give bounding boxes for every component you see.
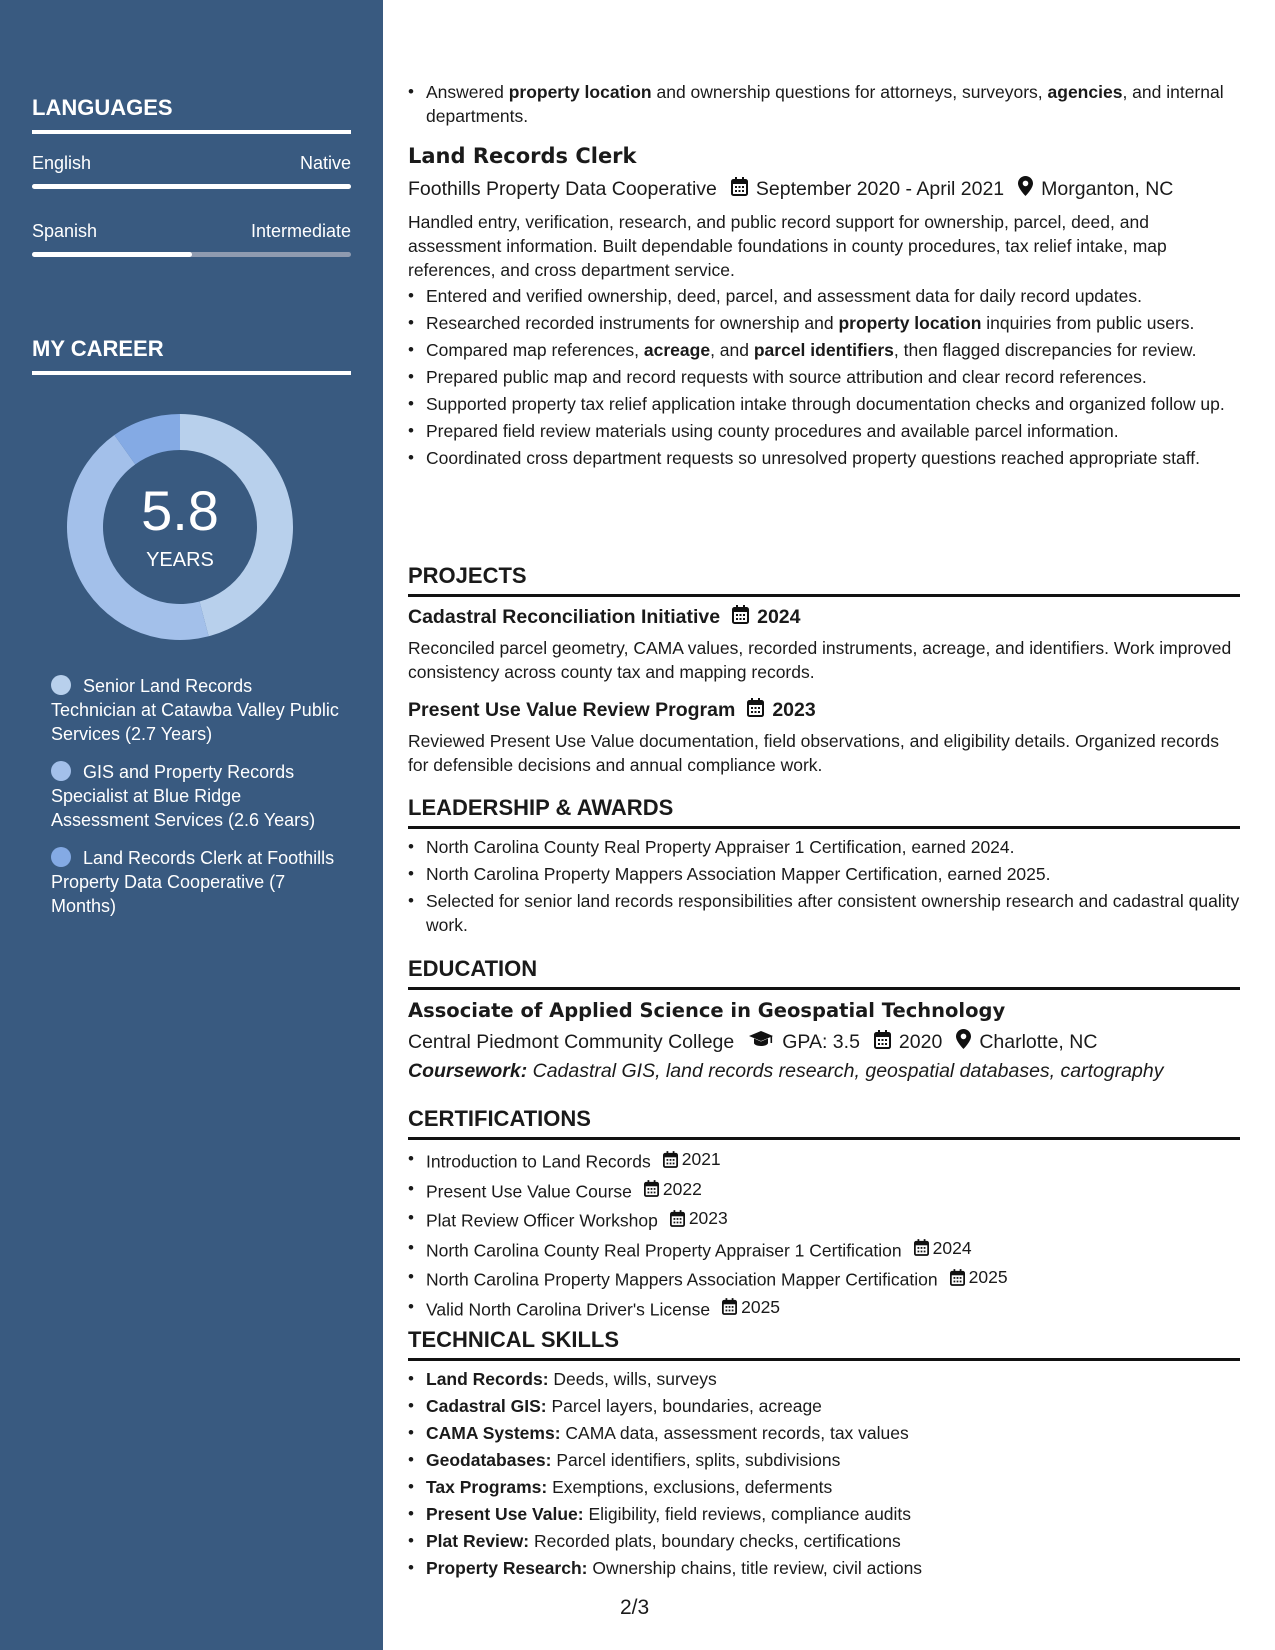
- skills-list: [408, 1367, 1240, 1583]
- project-description: Reconciled parcel geometry, CAMA values, recorded instruments, acreage, and identifiers. Work improved consistency across county tax and mapping records.: [408, 638, 1232, 682]
- company-name: Foothills Property Data Cooperative: [408, 177, 717, 200]
- certification-name: North Carolina Property Mappers Association Mapper Certification: [426, 1269, 938, 1290]
- language-bar-fill: [32, 184, 351, 189]
- career-heading: MY CAREER: [32, 336, 351, 375]
- bullet-item: • Prepared field review materials using county procedures and available parcel information.: [408, 419, 1240, 443]
- coursework-text: Cadastral GIS, land records research, geospatial databases, cartography: [532, 1060, 1164, 1082]
- certification-item: [408, 1206, 1240, 1233]
- certification-name: Present Use Value Course: [426, 1181, 632, 1201]
- gpa: GPA: 3.5: [782, 1030, 860, 1053]
- project-title: Cadastral Reconciliation Initiative 2024: [408, 606, 801, 628]
- school-name: Central Piedmont Community College: [408, 1030, 735, 1053]
- bullet-item: • Coordinated cross department requests so unresolved property questions reached appropriate staff.: [408, 446, 1240, 470]
- skill-item: [408, 1421, 1240, 1445]
- job-summary: Handled entry, verification, research, and public record support for ownership, parcel, deed, and assessment information. Built dependable foundations in county procedures, tax relief intake, map references, and cross department service.: [408, 212, 1167, 280]
- projects-heading: PROJECTS: [408, 563, 1240, 597]
- certification-name: Valid North Carolina Driver's License: [426, 1299, 711, 1319]
- bullet-item: • Researched recorded instruments for ownership and property location inquiries from public users.: [408, 311, 1240, 335]
- calendar-icon: [732, 605, 749, 630]
- certification-year: 2025: [968, 1267, 1008, 1287]
- project-description: Reviewed Present Use Value documentation, field observations, and eligibility details. Organized records for defensible decisions and annual compliance work.: [408, 731, 1219, 775]
- bullet-item: • Answered property location and ownership questions for attorneys, surveyors, agencies, and internal departments.: [408, 80, 1240, 128]
- job-meta: [408, 176, 1173, 202]
- skill-value: Parcel identifiers, splits, subdivisions: [556, 1450, 841, 1470]
- language-bar-english: [32, 184, 351, 189]
- skill-item: [408, 1394, 1240, 1418]
- career-item-text: Senior Land Records Technician at Catawba Valley Public Services (2.7 Years): [51, 676, 339, 744]
- skill-value: Exemptions, exclusions, deferments: [552, 1477, 833, 1497]
- bullet-item: • Selected for senior land records responsibilities after consistent ownership research and cadastral quality work.: [408, 889, 1240, 937]
- calendar-icon: [874, 1030, 891, 1055]
- project-title: Present Use Value Review Program 2023: [408, 699, 816, 721]
- calendar-icon: [731, 177, 748, 202]
- skill-label: Property Research:: [426, 1558, 588, 1578]
- certification-year: 2021: [681, 1149, 721, 1169]
- skill-label: Geodatabases:: [426, 1450, 552, 1470]
- career-item-text: Land Records Clerk at Foothills Property Data Cooperative (7 Months): [51, 848, 335, 916]
- language-bar-spanish: [32, 252, 351, 257]
- calendar-icon: [722, 1298, 741, 1315]
- legend-dot: [51, 675, 71, 695]
- certification-item: [408, 1177, 1240, 1204]
- bullet-item: • Compared map references, acreage, and parcel identifiers, then flagged discrepancies for review.: [408, 338, 1240, 362]
- skill-item: [408, 1448, 1240, 1472]
- skill-item: [408, 1529, 1240, 1553]
- job-location: Morganton, NC: [1041, 177, 1174, 200]
- language-english: [32, 153, 351, 174]
- skill-value: Ownership chains, title review, civil actions: [592, 1558, 923, 1578]
- skill-item: [408, 1367, 1240, 1391]
- education-location: Charlotte, NC: [979, 1030, 1098, 1053]
- graduation-cap-icon: [748, 1030, 774, 1054]
- career-legend-item: [51, 674, 341, 746]
- bullet-item: • North Carolina Property Mappers Association Mapper Certification, earned 2025.: [408, 862, 1240, 886]
- skill-value: CAMA data, assessment records, tax values: [565, 1423, 909, 1443]
- bullet-item: • Prepared public map and record requests with source attribution and clear record references.: [408, 365, 1240, 389]
- legend-dot: [51, 847, 71, 867]
- coursework-label: Coursework:: [408, 1060, 528, 1082]
- skill-value: Deeds, wills, surveys: [553, 1369, 717, 1389]
- bullet-item: • North Carolina County Real Property Appraiser 1 Certification, earned 2024.: [408, 835, 1240, 859]
- skill-label: Land Records:: [426, 1369, 549, 1389]
- sidebar: [0, 0, 383, 1650]
- skill-item: [408, 1556, 1240, 1580]
- certification-name: Plat Review Officer Workshop: [426, 1210, 658, 1231]
- career-legend-item: [51, 846, 341, 918]
- career-total-years: 5.8: [141, 479, 219, 542]
- coursework: [408, 1060, 1163, 1083]
- page-number: 2/3: [620, 1596, 650, 1619]
- skill-value: Recorded plats, boundary checks, certifications: [533, 1531, 901, 1551]
- location-pin-icon: [956, 1029, 971, 1055]
- job-dates: September 2020 - April 2021: [755, 177, 1005, 200]
- language-name: English: [32, 153, 92, 173]
- skill-item: [408, 1502, 1240, 1526]
- location-pin-icon: [1018, 176, 1033, 202]
- language-spanish: [32, 221, 351, 242]
- legend-dot: [51, 761, 71, 781]
- languages-heading: LANGUAGES: [32, 95, 351, 134]
- certification-year: 2022: [662, 1178, 702, 1199]
- certification-year: 2024: [932, 1237, 972, 1258]
- skill-value: Eligibility, field reviews, compliance audits: [588, 1504, 912, 1524]
- certification-item: [408, 1236, 1240, 1263]
- degree-title: Associate of Applied Science in Geospatial Technology: [408, 999, 1006, 1022]
- certification-year: 2025: [741, 1296, 781, 1317]
- certification-year: 2023: [688, 1208, 728, 1228]
- skill-label: CAMA Systems:: [426, 1423, 561, 1443]
- career-total-unit: YEARS: [146, 549, 214, 571]
- certification-name: Introduction to Land Records: [426, 1151, 651, 1172]
- certification-item: [408, 1147, 1240, 1174]
- certifications-heading: CERTIFICATIONS: [408, 1106, 1240, 1140]
- language-level: Native: [299, 153, 351, 173]
- calendar-icon: [950, 1269, 969, 1286]
- calendar-icon: [644, 1180, 663, 1197]
- bullet-item: • Supported property tax relief application intake through documentation checks and organized follow up.: [408, 392, 1240, 416]
- skill-value: Parcel layers, boundaries, acreage: [551, 1396, 822, 1416]
- skill-label: Plat Review:: [426, 1531, 530, 1551]
- calendar-icon: [747, 698, 764, 723]
- language-level: Intermediate: [250, 221, 351, 241]
- calendar-icon: [663, 1151, 682, 1168]
- skill-label: Tax Programs:: [426, 1477, 548, 1497]
- skill-label: Present Use Value:: [426, 1504, 584, 1524]
- skill-label: Cadastral GIS:: [426, 1396, 547, 1416]
- leadership-heading: LEADERSHIP & AWARDS: [408, 795, 1240, 829]
- certification-item: [408, 1265, 1240, 1292]
- bullet-item: • Entered and verified ownership, deed, parcel, and assessment data for daily record updates.: [408, 284, 1240, 308]
- job-title: Land Records Clerk: [408, 144, 637, 168]
- career-item-text: GIS and Property Records Specialist at Blue Ridge Assessment Services (2.6 Years): [51, 762, 316, 830]
- education-heading: EDUCATION: [408, 956, 1240, 990]
- certification-name: North Carolina County Real Property Appraiser 1 Certification: [426, 1240, 902, 1260]
- certifications-list: [408, 1147, 1240, 1324]
- leadership-list: [408, 835, 1240, 940]
- calendar-icon: [670, 1210, 689, 1227]
- certification-item: [408, 1295, 1240, 1322]
- education-meta: [408, 1029, 1097, 1055]
- language-bar-fill: [32, 252, 192, 257]
- skill-item: [408, 1475, 1240, 1499]
- job-bullets: [408, 284, 1240, 473]
- calendar-icon: [914, 1239, 933, 1256]
- prev-job-bullets: [408, 80, 1240, 131]
- skills-heading: TECHNICAL SKILLS: [408, 1327, 1240, 1361]
- language-name: Spanish: [32, 221, 98, 241]
- project-year: 2024: [757, 606, 801, 628]
- project-year: 2023: [772, 699, 816, 721]
- career-legend-item: [51, 760, 341, 832]
- education-year: 2020: [898, 1030, 943, 1053]
